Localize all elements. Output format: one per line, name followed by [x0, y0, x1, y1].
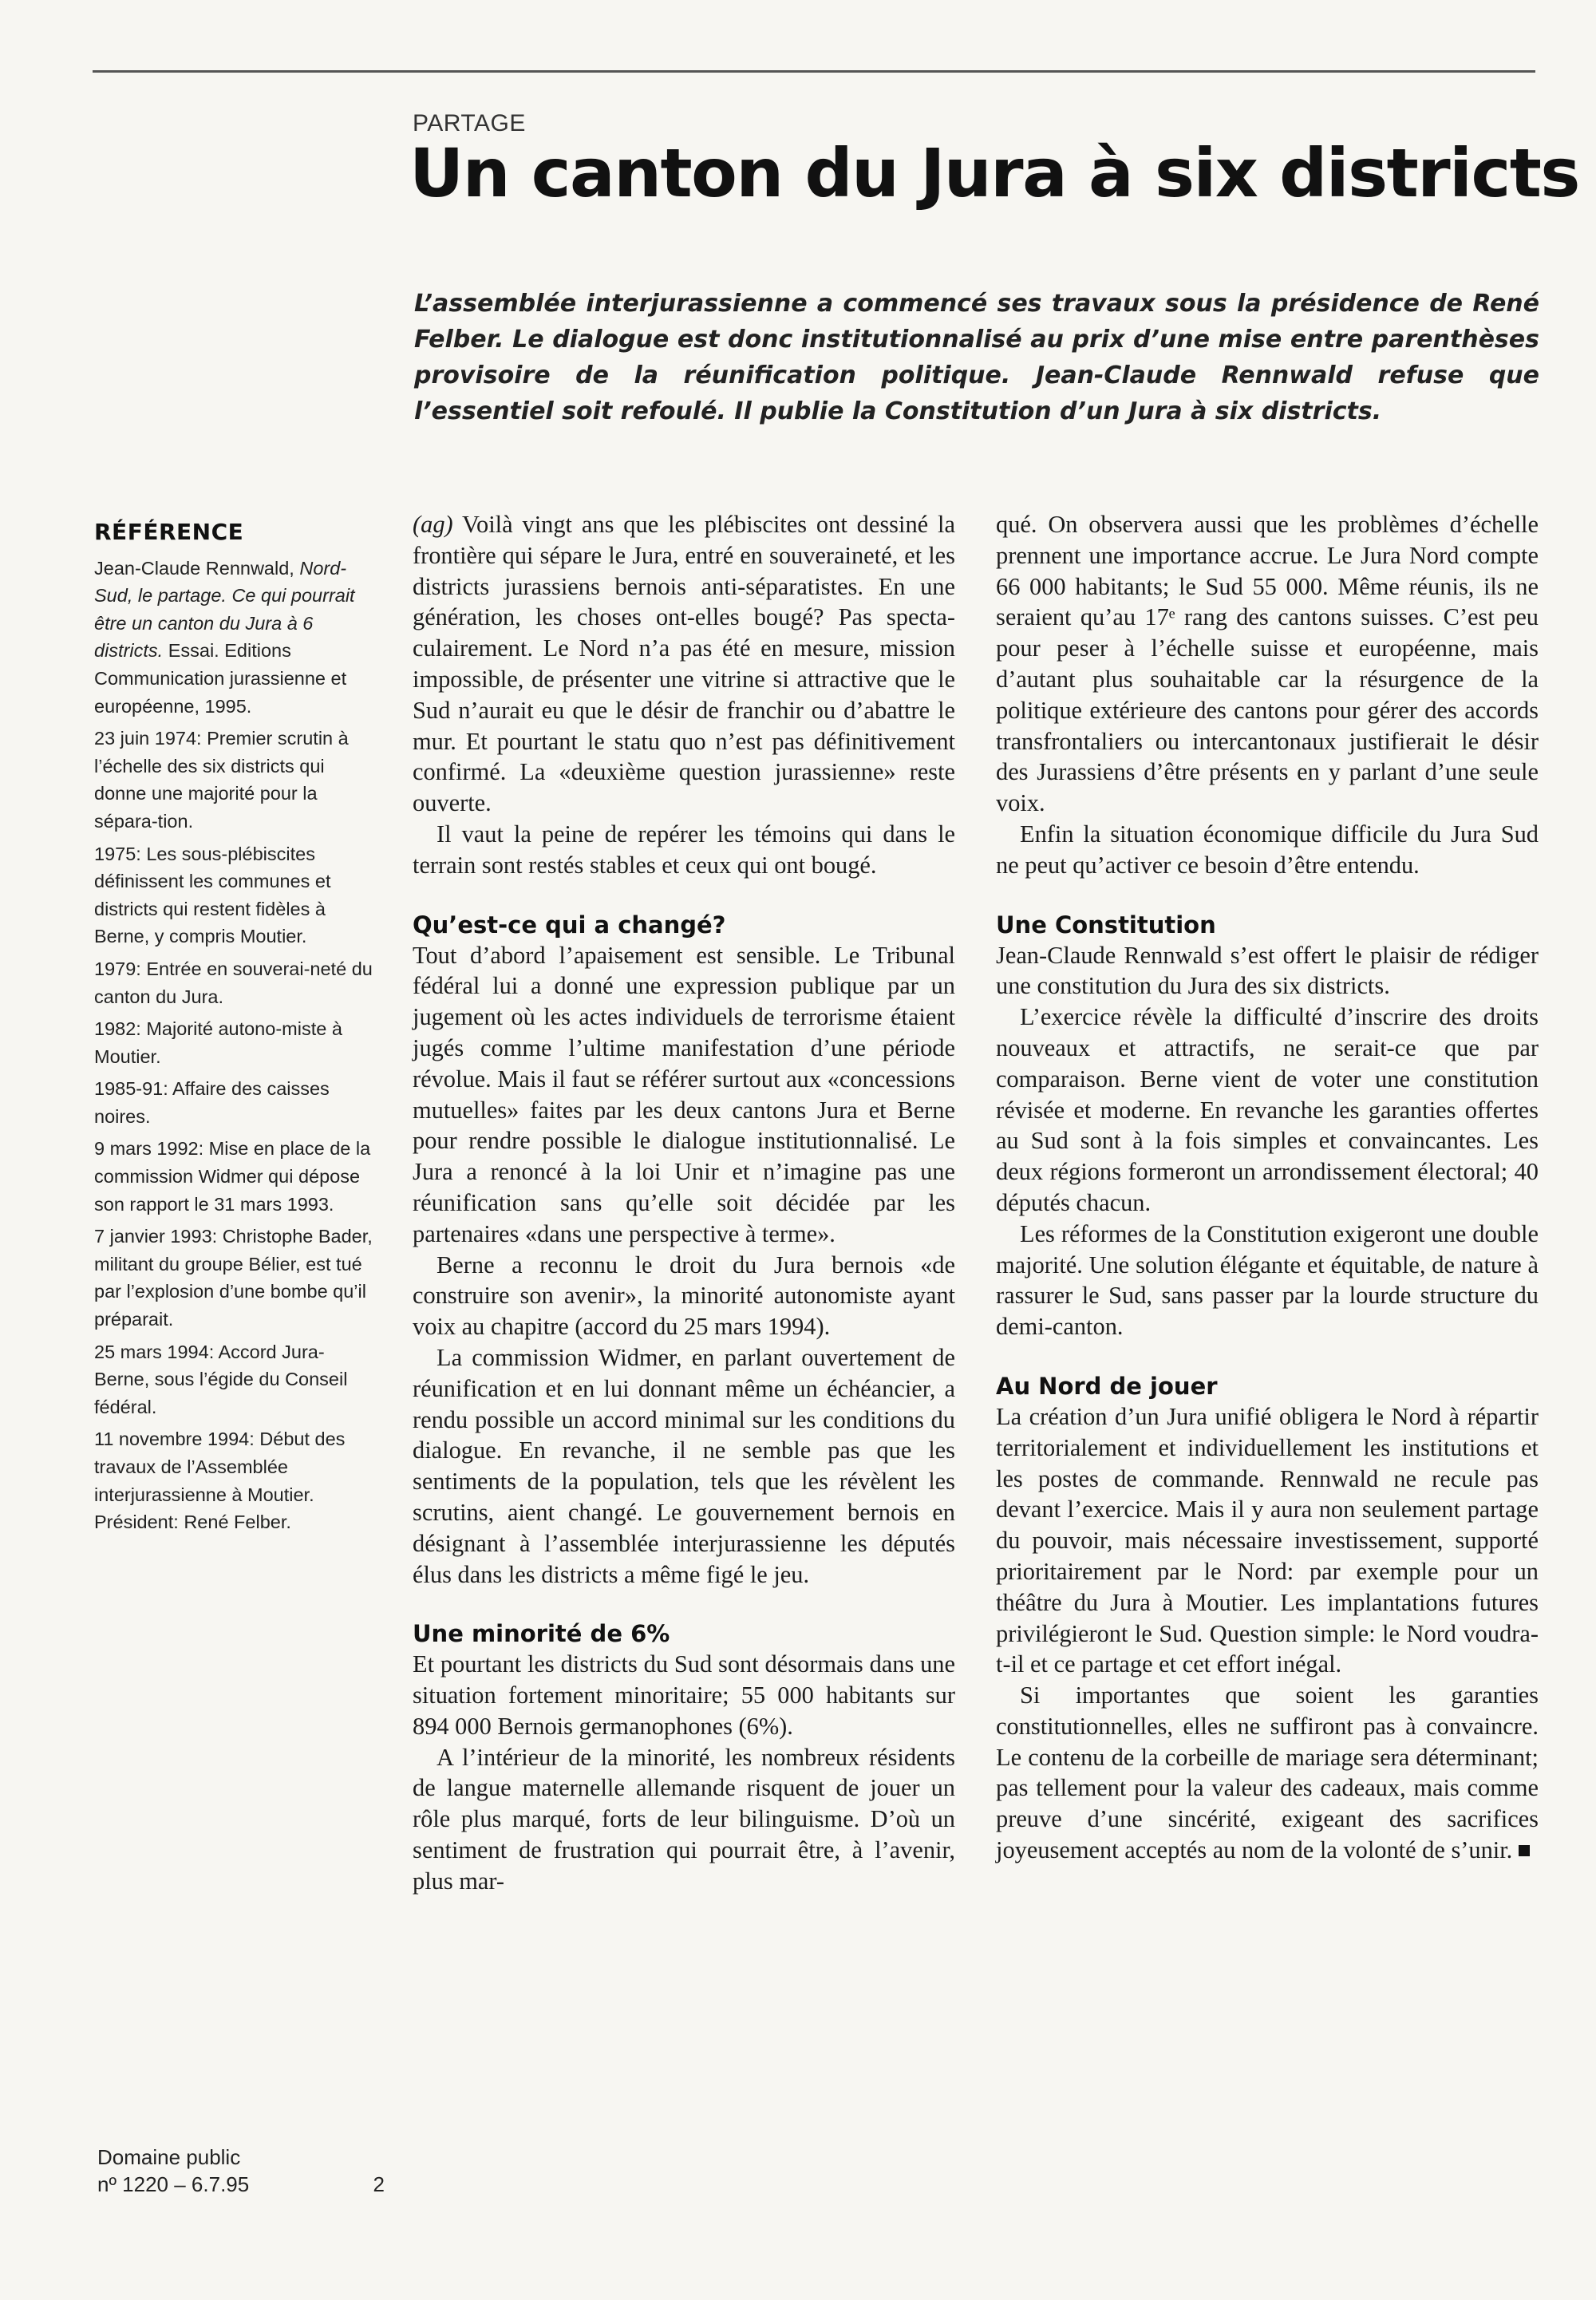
timeline-entry: 11 novembre 1994: Début des travaux de l’Assemblée interjurassienne à Moutier. Président: René Felber.	[94, 1429, 346, 1533]
timeline-entry: 25 mars 1994: Accord Jura-Berne, sous l’égide du Conseil fédéral.	[94, 1341, 348, 1417]
section-kicker: PARTAGE	[413, 110, 526, 136]
subheading: Une Constitution	[996, 911, 1216, 939]
timeline-entry: 1979: Entrée en souverai-neté du canton du Jura.	[94, 958, 373, 1007]
reference-sidebar	[94, 519, 375, 1541]
paragraph: Berne a reconnu le droit du Jura bernois «de construire son avenir», la minorité autonomiste ayant voix au chapitre (accord du 25 mars 1994).	[413, 1251, 955, 1341]
paragraph-text: Voilà vingt ans que les plébiscites ont dessiné la frontière qui sépare le Jura, entré en souveraineté, et les districts jurassiens bernois anti-séparatistes. En une génération, les choses ont-elles bougé? Pas specta-culairement. Le Nord n’a pas été en mesure, mission impossible, de présenter une vitrine si attractive que le Sud n’aurait eu que le désir de franchir ou d’abattre le mur. Et pourtant le statu quo n’est pas définitivement confirmé. La «deuxième question jurassienne» reste ouverte.	[413, 511, 955, 817]
timeline-entry: 23 juin 1974: Premier scrutin à l’échelle des six districts qui donne une majorité pour la sépara-tion.	[94, 728, 349, 832]
article-column-2	[996, 509, 1539, 1866]
article-title: Un canton du Jura à six districts	[409, 134, 1579, 212]
page-footer	[97, 2144, 385, 2198]
reference-author: Jean-Claude Rennwald,	[94, 557, 294, 579]
issue-number: nº 1220 – 6.7.95	[97, 2172, 250, 2196]
timeline-entry: 7 janvier 1993: Christophe Bader, militant du groupe Bélier, est tué par l’explosion d’une bombe qu’il préparait.	[94, 1226, 373, 1330]
reference-publisher: Essai. Editions Communication jurassienne et européenne, 1995.	[94, 640, 347, 717]
paragraph	[996, 1680, 1539, 1866]
publication-name: Domaine public	[97, 2145, 241, 2169]
paragraph: Jean-Claude Rennwald s’est offert le plaisir de rédiger une constitution du Jura des six districts.	[996, 941, 1539, 1000]
article-column-1	[413, 509, 955, 1897]
paragraph-text: Si importantes que soient les garanties constitutionnelles, elles ne suffiront pas à convaincre. Le contenu de la corbeille de mariage sera déterminant; pas tellement pour la valeur des cadeaux, mais comme preuve d’une sincérité, exigeant des sacrifices joyeusement acceptés au nom de la volonté de s’unir.	[996, 1682, 1539, 1864]
paragraph	[413, 509, 955, 819]
paragraph: Les réformes de la Constitution exigeront une double majorité. Une solution élégante et équitable, de nature à rassurer le Sud, sans passer par la lourde structure du demi-canton.	[996, 1219, 1539, 1341]
paragraph: Tout d’abord l’apaisement est sensible. Le Tribunal fédéral lui a donné une expression publique par un jugement où les actes individuels de terrorisme étaient jugés comme l’ultime manifestation d’une période révolue. Mais il faut se référer surtout aux «concessions mutuelles» faites par les deux cantons Jura et Berne pour rendre possible le dialogue institutionnalisé. Le Jura a renoncé à la loi Unir et n’imagine pas une réunification sans qu’elle soit décidée par les partenaires «dans une perspective à terme».	[413, 941, 955, 1247]
timeline-entry: 1975: Les sous-plébiscites définissent les communes et districts qui restent fidèles à Berne, y compris Moutier.	[94, 843, 331, 947]
paragraph: A l’intérieur de la minorité, les nombreux résidents de langue maternelle allemande risquent de jouer un rôle plus marqué, forts de leur bilinguisme. D’où un sentiment de frustration qui pourrait être, à l’avenir, plus mar-	[413, 1743, 955, 1895]
end-mark-icon	[1519, 1845, 1530, 1856]
paragraph: Enfin la situation économique difficile du Jura Sud ne peut qu’activer ce besoin d’être entendu.	[996, 820, 1539, 879]
paragraph: Il vaut la peine de repérer les témoins qui dans le terrain sont restés stables et ceux qui ont bougé.	[413, 820, 955, 879]
paragraph: Et pourtant les districts du Sud sont désormais dans une situation fortement minoritaire; 55 000 habitants sur 894 000 Bernois germanophones (6%).	[413, 1650, 955, 1740]
paragraph: qué. On observera aussi que les problèmes d’échelle prennent une importance accrue. Le Jura Nord compte 66 000 habitants; le Sud 55 000. Même réunis, ils ne seraient qu’au 17ᵉ rang des cantons suisses. C’est peu pour peser à l’échelle suisse et européenne, mais d’autant plus souhaitable car la résurgence de la politique extérieure des cantons pour gérer des accords transfrontaliers ou intercantonaux justifierait le désir des Jurassiens d’être présents en y parlant d’une seule voix.	[996, 511, 1539, 817]
paragraph: L’exercice révèle la difficulté d’inscrire des droits nouveaux et attractifs, ne serait-ce que par comparaison. Berne vient de voter une constitution révisée et moderne. En revanche les garanties offertes au Sud sont à la fois simples et convaincantes. Les deux régions formeront un arrondissement électoral; 40 députés chacun.	[996, 1003, 1539, 1216]
byline: (ag)	[413, 511, 453, 538]
reference-entry	[94, 555, 375, 721]
paragraph: La création d’un Jura unifié obligera le Nord à répartir territorialement et individuellement les institutions et les postes de commande. Rennwald ne recule pas devant l’exercice. Mais il y aura non seulement partage du pouvoir, mais nécessaire investissement, supporté prioritairement par le Nord: par exemple pour un théâtre du Jura à Moutier. Les implantations futures privilégieront le Sud. Question simple: le Nord voudra-t-il et ce partage et cet effort inégal.	[996, 1402, 1539, 1678]
timeline-entry: 1985-91: Affaire des caisses noires.	[94, 1078, 330, 1127]
timeline-entry: 9 mars 1992: Mise en place de la commission Widmer qui dépose son rapport le 31 mars 1993.	[94, 1138, 371, 1215]
paragraph: La commission Widmer, en parlant ouvertement de réunification et en lui donnant même un échéancier, a rendu possible un accord minimal sur les conditions du dialogue. En revanche, il ne semble pas que les sentiments de la population, tels que les révèlent les scrutins, aient changé. Le gouvernement bernois en désignant à l’assemblée interjurassienne les députés élus dans les districts a même figé le jeu.	[413, 1343, 955, 1588]
page-number: 2	[373, 2172, 385, 2196]
timeline-entry: 1982: Majorité autono-miste à Moutier.	[94, 1018, 342, 1067]
article-lead: L’assemblée interjurassienne a commencé ses travaux sous la présidence de René Felber. Le dialogue est donc institutionnalisé au prix d’une mise entre parenthèses provisoire de la réunification politique. Jean-Claude Rennwald refuse que l’essentiel soit refoulé. Il publie la Constitution d’un Jura à six districts.	[414, 290, 1539, 425]
sidebar-heading: RÉFÉRENCE	[94, 519, 244, 545]
subheading: Au Nord de jouer	[996, 1372, 1218, 1400]
subheading: Qu’est-ce qui a changé?	[413, 911, 726, 939]
subheading: Une minorité de 6%	[413, 1620, 670, 1648]
reference-book-title: Nord-Sud, le partage. Ce qui pourrait être un canton du Jura à 6 districts.	[94, 557, 355, 662]
top-rule	[93, 70, 1535, 73]
